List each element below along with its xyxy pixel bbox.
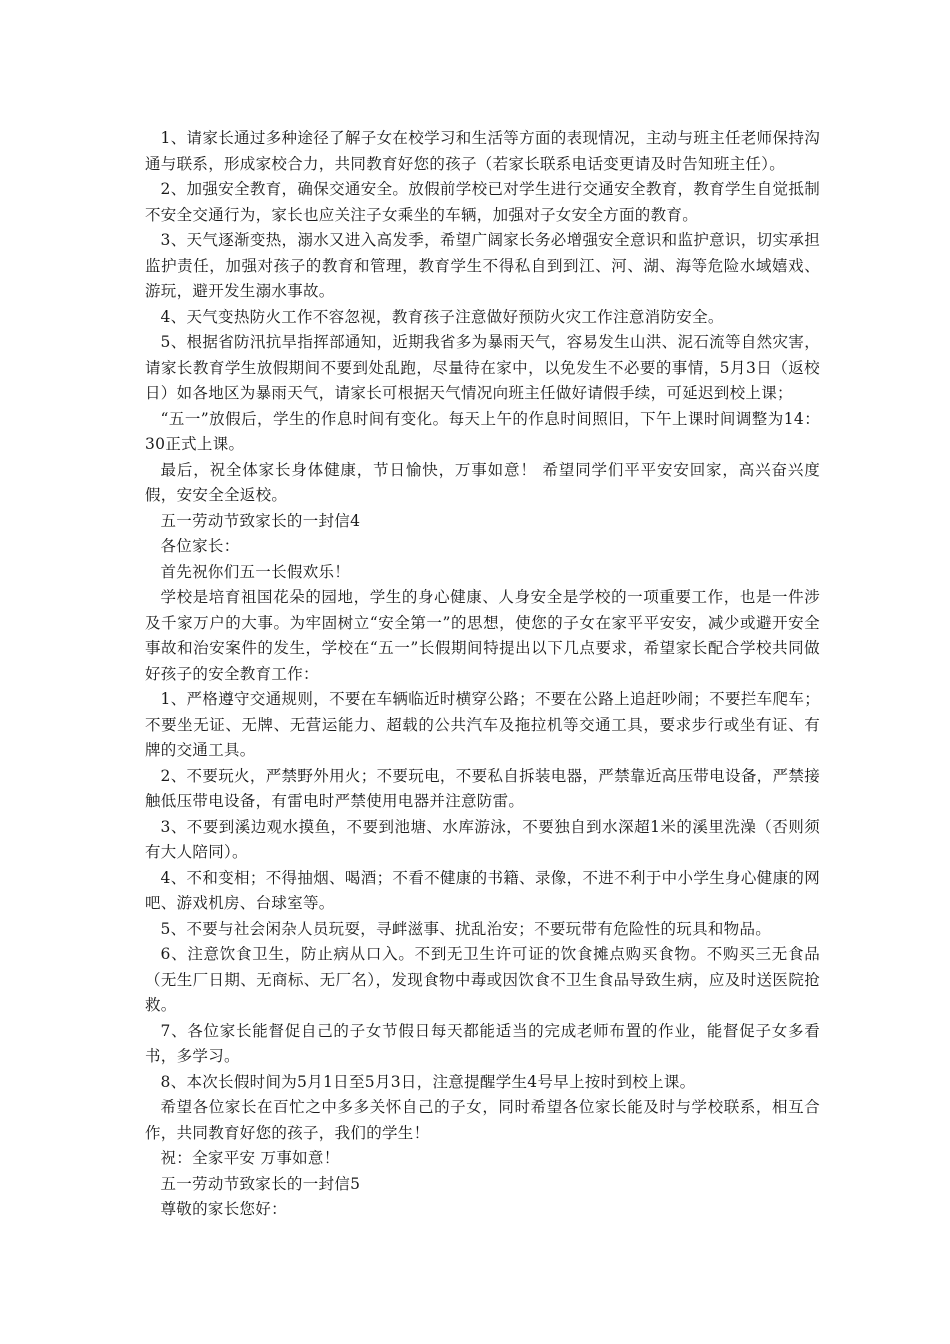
paragraph: 最后，祝全体家长身体健康，节日愉快，万事如意！ 希望同学们平平安安回家，高兴奋兴度假，安安全全返校。 xyxy=(145,460,820,504)
paragraph: 4、不和变相；不得抽烟、喝酒；不看不健康的书籍、录像，不进不利于中小学生身心健康的网吧、游戏机房、台球室等。 xyxy=(145,868,820,912)
paragraph: 希望各位家长在百忙之中多多关怀自己的子女，同时希望各位家长能及时与学校联系，相互合作，共同教育好您的孩子，我们的学生！ xyxy=(145,1098,820,1142)
paragraph: 6、注意饮食卫生，防止病从口入。不到无卫生许可证的饮食摊点购买食物。不购买三无食品（无生厂日期、无商标、无厂名），发现食物中毒或因饮食不卫生食品导致生病，应及时送医院抢救。 xyxy=(145,945,820,1014)
paragraph: 5、不要与社会闲杂人员玩耍，寻衅滋事、扰乱治安；不要玩带有危险性的玩具和物品。 xyxy=(160,919,772,938)
closing-wish: 祝：全家平安 万事如意！ xyxy=(160,1149,340,1167)
paragraph: 7、各位家长能督促自己的子女节假日每天都能适当的完成老师布置的作业，能督促子女多看书，多学习。 xyxy=(145,1021,820,1065)
paragraph: 2、不要玩火，严禁野外用火；不要玩电，不要私自拆装电器，严禁靠近高压带电设备，严禁接触低压带电设备，有雷电时严禁使用电器并注意防雷。 xyxy=(145,766,820,810)
section-title: 五一劳动节致家长的一封信5 xyxy=(160,1174,361,1193)
paragraph: 8、本次长假时间为5月1日至5月3日，注意提醒学生4号早上按时到校上课。 xyxy=(160,1072,696,1091)
paragraph: 5、根据省防汛抗旱指挥部通知，近期我省多为暴雨天气，容易发生山洪、泥石流等自然灾害，请家长教育学生放假期间不要到处乱跑，尽量待在家中，以免发生不必要的事情，5月3日（返校日）如各地区为暴雨天气，请家长可根据天气情况向班主任做好请假手续，可延迟到校上课； xyxy=(145,333,820,402)
salutation: 尊敬的家长您好： xyxy=(160,1200,287,1218)
paragraph: 首先祝你们五一长假欢乐！ xyxy=(160,562,351,581)
paragraph: 3、不要到溪边观水摸鱼，不要到池塘、水库游泳，不要独自到水深超1米的溪里洗澡（否则须有大人陪同）。 xyxy=(145,817,820,861)
salutation: 各位家长： xyxy=(160,537,240,555)
paragraph: “五一”放假后，学生的作息时间有变化。每天上午的作息时间照旧，下午上课时间调整为14：30正式上课。 xyxy=(145,409,820,453)
section-title: 五一劳动节致家长的一封信4 xyxy=(160,511,361,530)
paragraph: 1、严格遵守交通规则，不要在车辆临近时横穿公路；不要在公路上追赶吵闹；不要拦车爬车；不要坐无证、无牌、无营运能力、超载的公共汽车及拖拉机等交通工具，要求步行或坐有证、有牌的交通工具。 xyxy=(145,690,820,759)
paragraph: 4、天气变热防火工作不容忽视，教育孩子注意做好预防火灾工作注意消防安全。 xyxy=(160,307,724,326)
paragraph: 3、天气逐渐变热，溺水又进入高发季，希望广阔家长务必增强安全意识和监护意识，切实承担监护责任，加强对孩子的教育和管理，教育学生不得私自到到江、河、湖、海等危险水域嬉戏、游玩，避开发生溺水事故。 xyxy=(145,231,820,300)
paragraph: 2、加强安全教育，确保交通安全。放假前学校已对学生进行交通安全教育，教育学生自觉抵制不安全交通行为，家长也应关注子女乘坐的车辆，加强对子女安全方面的教育。 xyxy=(145,180,820,224)
paragraph: 1、请家长通过多种途径了解子女在校学习和生活等方面的表现情况，主动与班主任老师保持沟通与联系，形成家校合力，共同教育好您的孩子（若家长联系电话变更请及时告知班主任）。 xyxy=(145,129,820,173)
paragraph: 学校是培育祖国花朵的园地，学生的身心健康、人身安全是学校的一项重要工作，也是一件涉及千家万户的大事。为牢固树立“安全第一”的思想，使您的子女在家平平安安，减少或避开安全事故和治安案件的发生，学校在“五一”长假期间特提出以下几点要求，希望家长配合学校共同做好孩子的安全教育工作： xyxy=(145,588,820,683)
